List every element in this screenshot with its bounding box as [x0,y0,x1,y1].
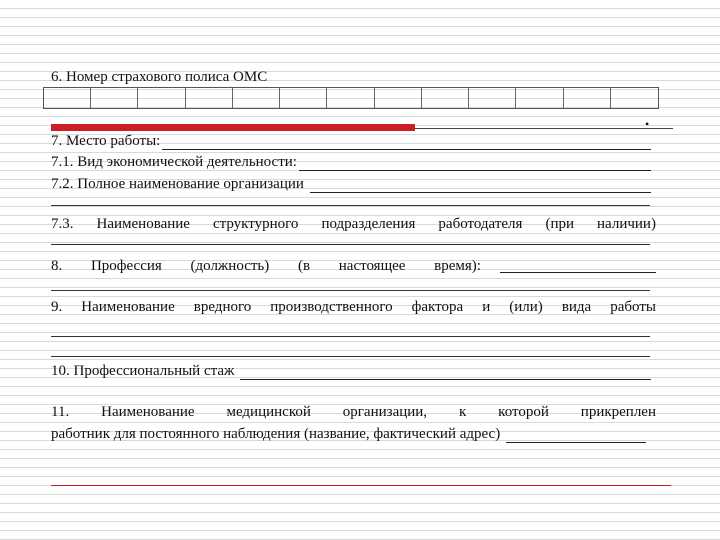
divider-line [415,128,673,129]
answer-line[interactable] [51,244,650,245]
answer-line[interactable] [51,336,650,337]
item-8-word: Профессия [90,258,162,274]
item-9-word: работы [610,299,656,315]
profession-field[interactable] [500,272,656,273]
policy-cell[interactable] [422,88,469,108]
item-7-label: 7. Место работы: [51,133,161,149]
item-9-row [51,298,656,316]
policy-cell[interactable] [138,88,185,108]
item-7-2-row [51,175,651,193]
item-7-1-row [51,153,651,171]
policy-cell[interactable] [233,88,280,108]
item-7-3-word: Наименование [96,216,190,232]
policy-cell[interactable] [280,88,327,108]
workplace-field[interactable] [162,136,651,150]
answer-line[interactable] [51,356,650,357]
item-9-word: вида [561,299,592,315]
item-6-label: 6. Номер страхового полиса ОМС [51,69,268,85]
policy-cell[interactable] [186,88,233,108]
policy-cell[interactable] [91,88,138,108]
red-bottom-line [51,485,671,486]
item-9-word: 9. [51,299,63,315]
item-7-3-word: работодателя [438,216,523,232]
item-7-3-word: подразделения [321,216,416,232]
item-11-word: медицинской [226,404,311,420]
red-accent-bar [51,124,415,131]
item-8-word: настоящее [338,258,406,274]
item-9-word: вредного [193,299,252,315]
answer-line[interactable] [51,205,650,206]
item-11-word: к [458,404,467,420]
item-11-row [51,403,656,421]
organization-field[interactable] [310,179,651,193]
item-7-3-word: 7.3. [51,216,74,232]
item-8-word: (в [297,258,311,274]
policy-cell[interactable] [564,88,611,108]
policy-cell[interactable] [516,88,563,108]
item-8-word: время): [434,258,481,274]
item-11-word: которой [498,404,549,420]
item-9-word: Наименование [81,299,175,315]
activity-field[interactable] [299,157,651,171]
policy-cell[interactable] [44,88,91,108]
item-7-3-word: наличии) [597,216,656,232]
answer-line[interactable] [51,290,650,291]
item-11-line2: работник для постоянного наблюдения (название, фактический адрес) [51,426,501,442]
item-9-word: и [482,299,491,315]
item-9-word: производственного [270,299,393,315]
item-11-word: Наименование [101,404,195,420]
item-8-word: (должность) [190,258,270,274]
item-10-label: 10. Профессиональный стаж [51,363,235,379]
policy-cell[interactable] [469,88,516,108]
item-9-word: фактора [411,299,464,315]
policy-cell[interactable] [375,88,422,108]
policy-cell[interactable] [327,88,374,108]
item-8-word: 8. [51,258,63,274]
item-9-word: (или) [509,299,543,315]
item-10-row [51,362,651,380]
policy-number-grid[interactable] [43,87,659,109]
item-7-3-row [51,215,656,233]
item-7-2-label: 7.2. Полное наименование организации [51,176,304,192]
experience-field[interactable] [240,366,651,380]
item-11-word: 11. [51,404,70,420]
dot-mark: • [645,117,650,131]
item-8-row [51,257,481,275]
item-11-word: прикреплен [580,404,656,420]
item-11-line2-row [51,425,646,443]
item-7-1-label: 7.1. Вид экономической деятельности: [51,154,297,170]
item-7-row [51,132,651,150]
policy-cell[interactable] [611,88,658,108]
item-7-3-word: структурного [212,216,299,232]
item-7-3-word: (при [545,216,575,232]
med-org-field[interactable] [506,429,646,443]
item-11-word: организации, [342,404,428,420]
